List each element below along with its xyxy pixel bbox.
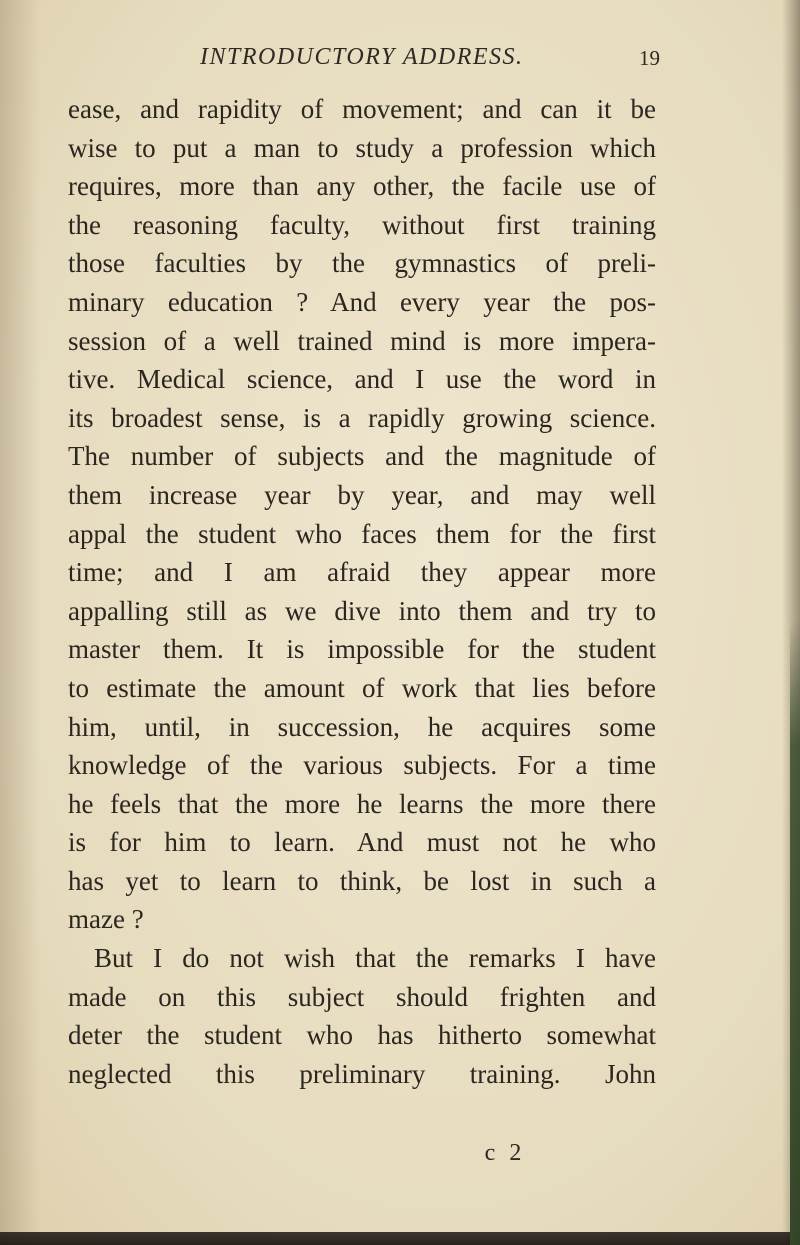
text-line: maze ? <box>68 904 144 935</box>
text-line: them increase year by year, and may well <box>68 479 656 510</box>
text-line: knowledge of the various subjects. For a time <box>68 750 656 781</box>
text-line: ease, and rapidity of movement; and can it be <box>68 94 656 124</box>
text-line: The number of subjects and the magnitude of <box>68 441 656 472</box>
paragraph-start-line: But I do not wish that the remarks I have <box>94 943 656 974</box>
text-line: he feels that the more he learns the more there <box>68 788 656 819</box>
body-text <box>68 90 656 1093</box>
signature-mark-text: c 2 <box>484 1140 526 1166</box>
page-bottom-edge <box>0 1232 790 1245</box>
running-head: INTRODUCTORY ADDRESS. <box>200 44 524 70</box>
text-line: neglected this preliminary training. John <box>68 1058 656 1089</box>
text-line: has yet to learn to think, be lost in such a <box>68 865 656 896</box>
text-line: him, until, in succession, he acquires some <box>68 711 656 742</box>
text-line: time; and I am afraid they appear more <box>68 557 656 588</box>
signature-mark <box>0 1140 800 1174</box>
text-line: master them. It is impossible for the student <box>68 634 656 665</box>
text-line: requires, more than any other, the facile use of <box>68 171 656 202</box>
text-line: to estimate the amount of work that lies before <box>68 672 656 703</box>
text-line: appal the student who faces them for the first <box>68 518 656 549</box>
text-line: wise to put a man to study a profession which <box>68 132 656 163</box>
text-line: minary education ? And every year the pos- <box>68 286 656 317</box>
text-line: made on this subject should frighten and <box>68 981 656 1012</box>
text-line: session of a well trained mind is more impera- <box>68 325 656 356</box>
text-line: its broadest sense, is a rapidly growing science. <box>68 402 656 433</box>
text-line: tive. Medical science, and I use the word in <box>68 364 656 395</box>
text-line: those faculties by the gymnastics of preli- <box>68 248 656 279</box>
text-line: appalling still as we dive into them and try to <box>68 595 656 626</box>
text-line: deter the student who has hitherto somewhat <box>68 1020 656 1051</box>
text-line: is for him to learn. And must not he who <box>68 827 656 858</box>
page-number: 19 <box>639 46 660 70</box>
text-line: the reasoning faculty, without first training <box>68 209 656 240</box>
page-header <box>200 44 680 78</box>
